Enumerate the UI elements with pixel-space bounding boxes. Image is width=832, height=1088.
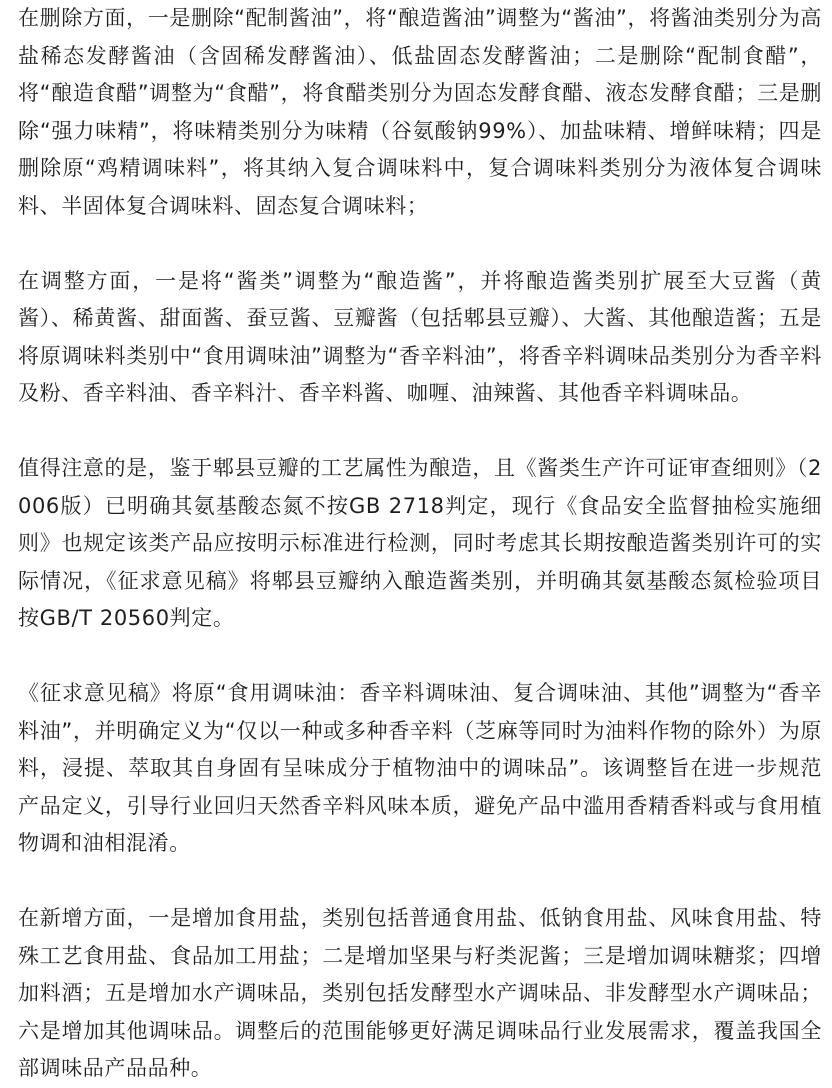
paragraph-additions: 在新增方面，一是增加食用盐，类别包括普通食用盐、低钠食用盐、风味食用盐、特殊工艺食用盐、食品加工用盐；二是增加坚果与籽类泥酱；三是增加调味糖浆；四增加料酒；五是增加水产调味品，类别包括发酵型水产调味品、非发酵型水产调味品；六是增加其他调味品。调整后的范围能够更好满足调味品行业发展需求，覆盖我国全部调味品产品品种。 bbox=[18, 906, 822, 1080]
paragraph-adjustments: 在调整方面，一是将“酱类”调整为“酿造酱”，并将酿造酱类别扩展至大豆酱（黄酱）、稀黄酱、甜面酱、蚕豆酱、豆瓣酱（包括郫县豆瓣）、大酱、其他酿造酱；五是将原调味料类别中“食用调味油”调整为“香辛料油”，将香辛料调味品类别分为香辛料及粉、香辛料油、香辛料汁、香辛料酱、咖喱、油辣酱、其他香辛料调味品。 bbox=[18, 268, 822, 405]
paragraph-spice-oil-definition: 《征求意见稿》将原“食用调味油：香辛料调味油、复合调味油、其他”调整为“香辛料油”，并明确定义为“仅以一种或多种香辛料（芝麻等同时为油料作物的除外）为原料，浸提、萃取其自身固有呈味成分于植物油中的调味品”。该调整旨在进一步规范产品定义，引导行业回归天然香辛料风味本质，避免产品中滥用香精香料或与食用植物调和油相混淆。 bbox=[18, 681, 822, 855]
paragraph-deletions: 在删除方面，一是删除“配制酱油”，将“酿造酱油”调整为“酱油”，将酱油类别分为高盐稀态发酵酱油（含固稀发酵酱油）、低盐固态发酵酱油；二是删除“配制食醋”，将“酿造食醋”调整为“食醋”，将食醋类别分为固态发酵食醋、液态发酵食醋；三是删除“强力味精”，将味精类别分为味精（谷氨酸钠99%）、加盐味精、增鲜味精；四是删除原“鸡精调味料”，将其纳入复合调味料中，复合调味料类别分为液体复合调味料、半固体复合调味料、固态复合调味料； bbox=[18, 6, 822, 218]
paragraph-spacer bbox=[18, 413, 822, 451]
paragraph-spacer bbox=[18, 863, 822, 901]
paragraph-spacer bbox=[18, 225, 822, 263]
paragraph-pixian-douban-note: 值得注意的是，鉴于郫县豆瓣的工艺属性为酿造，且《酱类生产许可证审查细则》（2006版）已明确其氨基酸态氮不按GB 2718判定，现行《食品安全监督抽检实施细则》也规定该类产品应按明示标准进行检测，同时考虑其长期按酿造酱类别许可的实际情况，《征求意见稿》将郫县豆瓣纳入酿造酱类别，并明确其氨基酸态氮检验项目按GB/T 20560判定。 bbox=[18, 456, 822, 630]
paragraph-spacer bbox=[18, 638, 822, 676]
